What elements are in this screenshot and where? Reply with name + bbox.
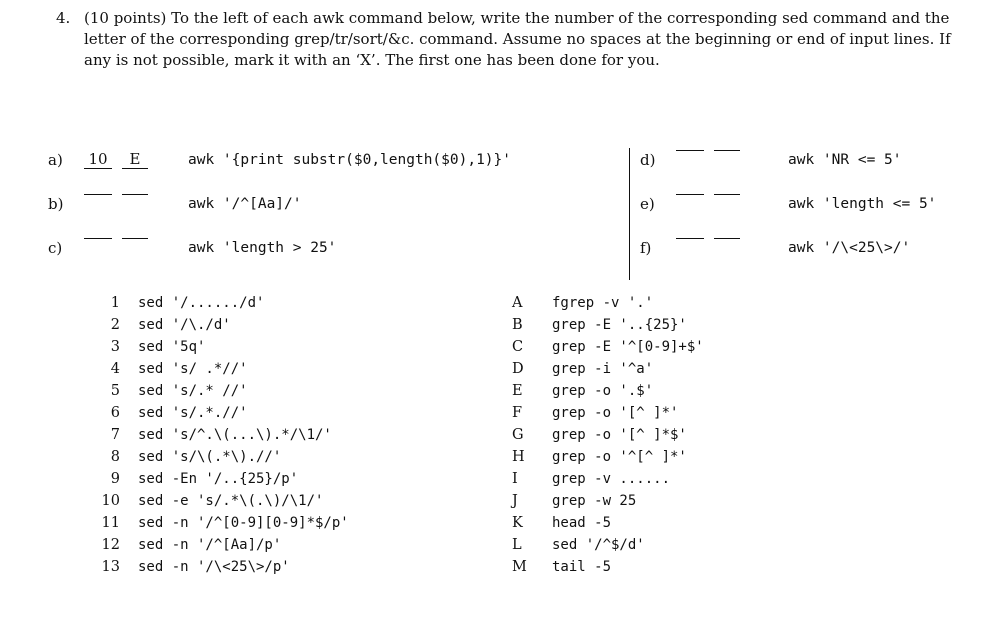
item-number: 9	[110, 471, 120, 487]
item-letter: J	[512, 493, 518, 509]
other-command: grep -v ......	[552, 471, 671, 487]
item-letter: I	[512, 471, 518, 487]
other-command: grep -E '^[0-9]+$'	[552, 339, 704, 355]
item-number: 6	[110, 405, 120, 421]
other-command: head -5	[552, 515, 612, 531]
awk-letter: d)	[640, 151, 656, 169]
awk-command: awk 'NR <= 5'	[788, 152, 902, 168]
item-letter: L	[512, 537, 522, 553]
other-command: grep -o '.$'	[552, 383, 654, 399]
answer-letter-field[interactable]	[122, 194, 148, 195]
awk-command: awk '{print substr($0,length($0),1)}'	[188, 152, 512, 168]
other-command: grep -i '^a'	[552, 361, 654, 377]
answer-letter-field[interactable]	[714, 238, 740, 239]
sed-command: sed '/....../d'	[138, 295, 265, 311]
awk-command: awk 'length <= 5'	[788, 196, 937, 212]
item-letter: D	[512, 361, 524, 377]
answer-number-field[interactable]	[84, 194, 112, 195]
answer-number-field[interactable]	[676, 150, 704, 151]
answer-number-field[interactable]	[676, 238, 704, 239]
question-number: 4.	[56, 9, 71, 27]
sed-command: sed 's/^.\(...\).*/\1/'	[138, 427, 332, 443]
item-letter: B	[512, 317, 523, 333]
other-command: sed '/^$/d'	[552, 537, 645, 553]
sed-command: sed 's/\(.*\).//'	[138, 449, 282, 465]
sed-command: sed -n '/\<25\>/p'	[138, 559, 290, 575]
item-number: 1	[110, 295, 120, 311]
answer-letter-field[interactable]: E	[122, 150, 148, 169]
item-number: 7	[110, 427, 120, 443]
item-number: 11	[101, 515, 120, 531]
other-command: grep -E '..{25}'	[552, 317, 687, 333]
item-number: 12	[101, 537, 120, 553]
other-command: tail -5	[552, 559, 612, 575]
other-command: grep -w 25	[552, 493, 637, 509]
item-letter: G	[512, 427, 524, 443]
item-number: 3	[110, 339, 120, 355]
answer-number-field[interactable]: 10	[84, 150, 112, 169]
item-letter: F	[512, 405, 523, 421]
sed-command: sed -n '/^[Aa]/p'	[138, 537, 282, 553]
other-command: grep -o '[^ ]*$'	[552, 427, 687, 443]
item-letter: M	[512, 559, 527, 575]
answer-number-field[interactable]	[84, 238, 112, 239]
item-letter: K	[512, 515, 523, 531]
awk-letter: b)	[48, 195, 64, 213]
item-number: 2	[110, 317, 120, 333]
item-number: 8	[110, 449, 120, 465]
awk-letter: c)	[48, 239, 63, 257]
item-number: 5	[110, 383, 120, 399]
answer-letter-field[interactable]	[714, 150, 740, 151]
item-number: 13	[101, 559, 120, 575]
awk-command: awk 'length > 25'	[188, 240, 337, 256]
item-letter: E	[512, 383, 523, 399]
sed-command: sed -e 's/.*\(.\)/\1/'	[138, 493, 324, 509]
answer-number-field[interactable]	[676, 194, 704, 195]
question-prompt: (10 points) To the left of each awk command below, write the number of the corresponding sed command and the letter of the corresponding grep/tr/sort/&c. command. Assume no spaces at the beginning or end of input lines. If any is not possible, mark it with an ‘X’. The first one has been done for you.	[84, 9, 951, 69]
awk-letter: f)	[640, 239, 652, 257]
item-number: 4	[110, 361, 120, 377]
column-divider	[629, 148, 630, 280]
awk-command: awk '/^[Aa]/'	[188, 196, 302, 212]
item-number: 10	[101, 493, 120, 509]
awk-letter: a)	[48, 151, 63, 169]
awk-letter: e)	[640, 195, 655, 213]
item-letter: C	[512, 339, 524, 355]
other-command: grep -o '^[^ ]*'	[552, 449, 687, 465]
sed-command: sed 's/ .*//'	[138, 361, 248, 377]
awk-command: awk '/\<25\>/'	[788, 240, 911, 256]
item-letter: A	[512, 295, 523, 311]
sed-command: sed '/\./d'	[138, 317, 231, 333]
other-command: fgrep -v '.'	[552, 295, 654, 311]
sed-command: sed -n '/^[0-9][0-9]*$/p'	[138, 515, 349, 531]
other-command: grep -o '[^ ]*'	[552, 405, 679, 421]
sed-command: sed 's/.*.//'	[138, 405, 248, 421]
item-letter: H	[512, 449, 525, 465]
answer-letter-field[interactable]	[714, 194, 740, 195]
sed-command: sed -En '/..{25}/p'	[138, 471, 299, 487]
answer-letter-field[interactable]	[122, 238, 148, 239]
sed-command: sed 's/.* //'	[138, 383, 248, 399]
sed-command: sed '5q'	[138, 339, 206, 355]
